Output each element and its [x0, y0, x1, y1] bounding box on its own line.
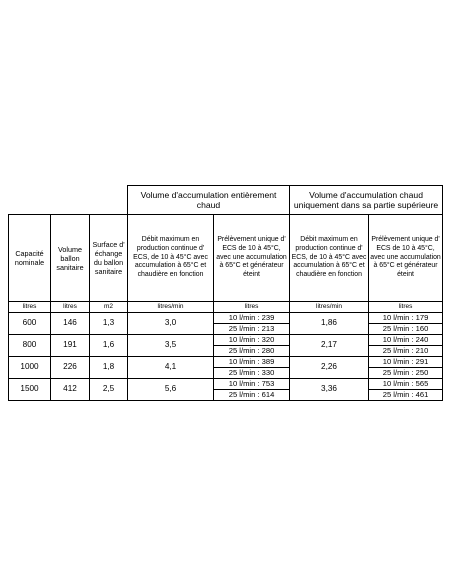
debit-partial-cell: 2,26	[290, 357, 369, 379]
group-header-row	[9, 186, 443, 215]
specification-table	[8, 185, 443, 401]
debit-full-cell: 4,1	[128, 357, 214, 379]
prelevement-full-cell: 10 l/min : 239	[214, 313, 290, 324]
prelevement-full-cell: 10 l/min : 389	[214, 357, 290, 368]
empty-corner	[9, 186, 128, 215]
table-row	[9, 313, 443, 324]
prelevement-full-cell: 25 l/min : 330	[214, 368, 290, 379]
volume-cell: 412	[51, 379, 90, 401]
debit-partial-cell: 2,17	[290, 335, 369, 357]
prelevement-partial-cell: 25 l/min : 461	[369, 390, 443, 401]
debit-full-cell: 3,0	[128, 313, 214, 335]
unit-cell: m2	[90, 302, 128, 313]
volume-cell: 226	[51, 357, 90, 379]
capacity-cell: 800	[9, 335, 51, 357]
prelevement-full-cell: 25 l/min : 213	[214, 324, 290, 335]
debit-full-cell: 3,5	[128, 335, 214, 357]
debit-partial-cell: 3,36	[290, 379, 369, 401]
unit-cell: litres	[214, 302, 290, 313]
header-surface: Surface d' échange du ballon sanitaire	[90, 215, 128, 302]
surface-cell: 1,3	[90, 313, 128, 335]
table-row	[9, 357, 443, 368]
unit-cell: litres	[9, 302, 51, 313]
table-row	[9, 379, 443, 390]
unit-cell: litres/min	[128, 302, 214, 313]
capacity-cell: 1500	[9, 379, 51, 401]
prelevement-partial-cell: 10 l/min : 291	[369, 357, 443, 368]
unit-cell: litres/min	[290, 302, 369, 313]
volume-cell: 191	[51, 335, 90, 357]
prelevement-partial-cell: 10 l/min : 565	[369, 379, 443, 390]
group-header-partial: Volume d'accumulation chaud uniquement dans sa partie supérieure	[290, 186, 443, 215]
volume-cell: 146	[51, 313, 90, 335]
surface-cell: 1,8	[90, 357, 128, 379]
prelevement-partial-cell: 10 l/min : 240	[369, 335, 443, 346]
capacity-cell: 600	[9, 313, 51, 335]
header-capacity: Capacité nominale	[9, 215, 51, 302]
surface-cell: 2,5	[90, 379, 128, 401]
capacity-cell: 1000	[9, 357, 51, 379]
surface-cell: 1,6	[90, 335, 128, 357]
prelevement-partial-cell: 10 l/min : 179	[369, 313, 443, 324]
header-debit-partial: Débit maximum en production continue d' ECS, de 10 à 45°C avec accumulation à 65°C et chaudière en fonction	[290, 215, 369, 302]
prelevement-full-cell: 10 l/min : 753	[214, 379, 290, 390]
table-row	[9, 335, 443, 346]
header-prelevement-full: Prélèvement unique d' ECS de 10 à 45°C, avec une accumulation à 65°C et générateur éteint	[214, 215, 290, 302]
prelevement-partial-cell: 25 l/min : 160	[369, 324, 443, 335]
unit-cell: litres	[369, 302, 443, 313]
debit-partial-cell: 1,86	[290, 313, 369, 335]
prelevement-partial-cell: 25 l/min : 210	[369, 346, 443, 357]
header-prelevement-partial: Prélèvement unique d' ECS de 10 à 45°C, avec une accumulation à 65°C et générateur éteint	[369, 215, 443, 302]
prelevement-full-cell: 10 l/min : 320	[214, 335, 290, 346]
debit-full-cell: 5,6	[128, 379, 214, 401]
group-header-full: Volume d'accumulation entièrement chaud	[128, 186, 290, 215]
prelevement-partial-cell: 25 l/min : 250	[369, 368, 443, 379]
header-volume: Volume ballon sanitaire	[51, 215, 90, 302]
units-row	[9, 302, 443, 313]
header-debit-full: Débit maximum en production continue d' ECS, de 10 à 45°C avec accumulation à 65°C et chaudière en fonction	[128, 215, 214, 302]
unit-cell: litres	[51, 302, 90, 313]
prelevement-full-cell: 25 l/min : 614	[214, 390, 290, 401]
column-header-row	[9, 215, 443, 302]
prelevement-full-cell: 25 l/min : 280	[214, 346, 290, 357]
